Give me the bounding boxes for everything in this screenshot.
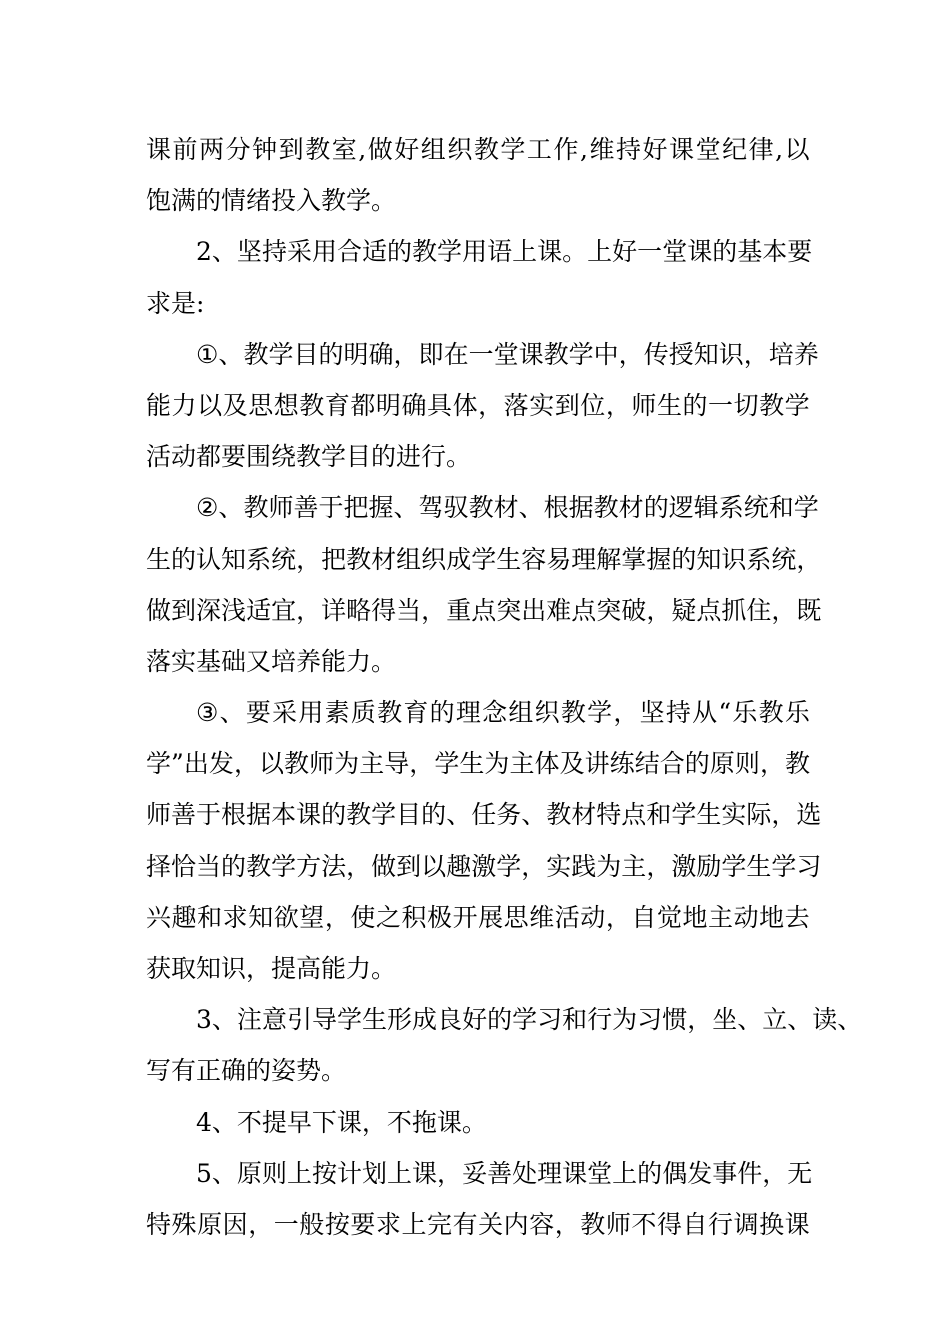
text-line: 写有正确的姿势。 [146,1056,347,1086]
text-line: 课 前 两 分 钟 到 教 室 , 做 好 组 织 教 学 工 作 , 维 持 好 课 堂 纪 律 , 以 [146,135,810,164]
text-line: 获取知识，提高能力。 [146,954,397,983]
text-line: 做 到 深 浅 适 宜 ， 详 略 得 当 ， 重 点 突 出 难 点 突 破 ， 疑 点 抓 住 ， 既 [146,595,822,625]
text-line: 学 ” 出 发 ， 以 教 师 为 主 导 ， 学 生 为 主 体 及 讲 练 结 合 的 原 则 ， 教 [146,749,810,779]
document-body [146,124,863,1250]
text-line: ① 、 教 学 目 的 明 确 ， 即 在 一 堂 课 教 学 中 ， 传 授 知 识 ， 培 养 [196,339,819,369]
text-line: 5 、 原 则 上 按 计 划 上 课 ， 妥 善 处 理 课 堂 上 的 偶 发 事 件 ， 无 [196,1158,813,1188]
text-line: 能 力 以 及 思 想 教 育 都 明 确 具 体 ， 落 实 到 位 ， 师 生 的 一 切 教 学 [146,390,810,420]
text-line: 生 的 认 知 系 统 ， 把 教 材 组 织 成 学 生 容 易 理 解 掌 握 的 知 识 系 统 ， [146,544,822,574]
text-line: 活动都要围绕教学目的进行。 [146,442,472,472]
text-line: 求是: [146,288,205,318]
text-line: ② 、 教 师 善 于 把 握 、 驾 驭 教 材 、 根 据 教 材 的 逻 辑 系 统 和 学 [196,493,819,523]
text-line: ③ 、 要 采 用 素 质 教 育 的 理 念 组 织 教 学 ， 坚 持 从 “ 乐 教 乐 [196,698,810,728]
text-line: 4、不提早下课，不拖课。 [196,1107,487,1137]
text-line: 特 殊 原 因 ， 一 般 按 要 求 上 完 有 关 内 容 ， 教 师 不 得 自 行 调 换 课 [146,1209,810,1239]
text-line: 择 恰 当 的 教 学 方 法 ， 做 到 以 趣 激 学 ， 实 践 为 主 ， 激 励 学 生 学 习 [146,851,822,881]
text-line: 饱满的情绪投入教学。 [146,186,397,216]
text-line: 2 、 坚 持 采 用 合 适 的 教 学 用 语 上 课 。 上 好 一 堂 课 的 基 本 要 [196,237,813,267]
text-line: 兴 趣 和 求 知 欲 望 ， 使 之 积 极 开 展 思 维 活 动 ， 自 觉 地 主 动 地 去 [146,902,810,932]
text-line: 3 、 注 意 引 导 学 生 形 成 良 好 的 学 习 和 行 为 习 惯 ， 坐 、 立 、 读 、 [196,1005,863,1035]
text-line: 落实基础又培养能力。 [146,646,397,676]
text-line: 师 善 于 根 据 本 课 的 教 学 目 的 、 任 务 、 教 材 特 点 和 学 生 实 际 ， 选 [146,800,822,830]
